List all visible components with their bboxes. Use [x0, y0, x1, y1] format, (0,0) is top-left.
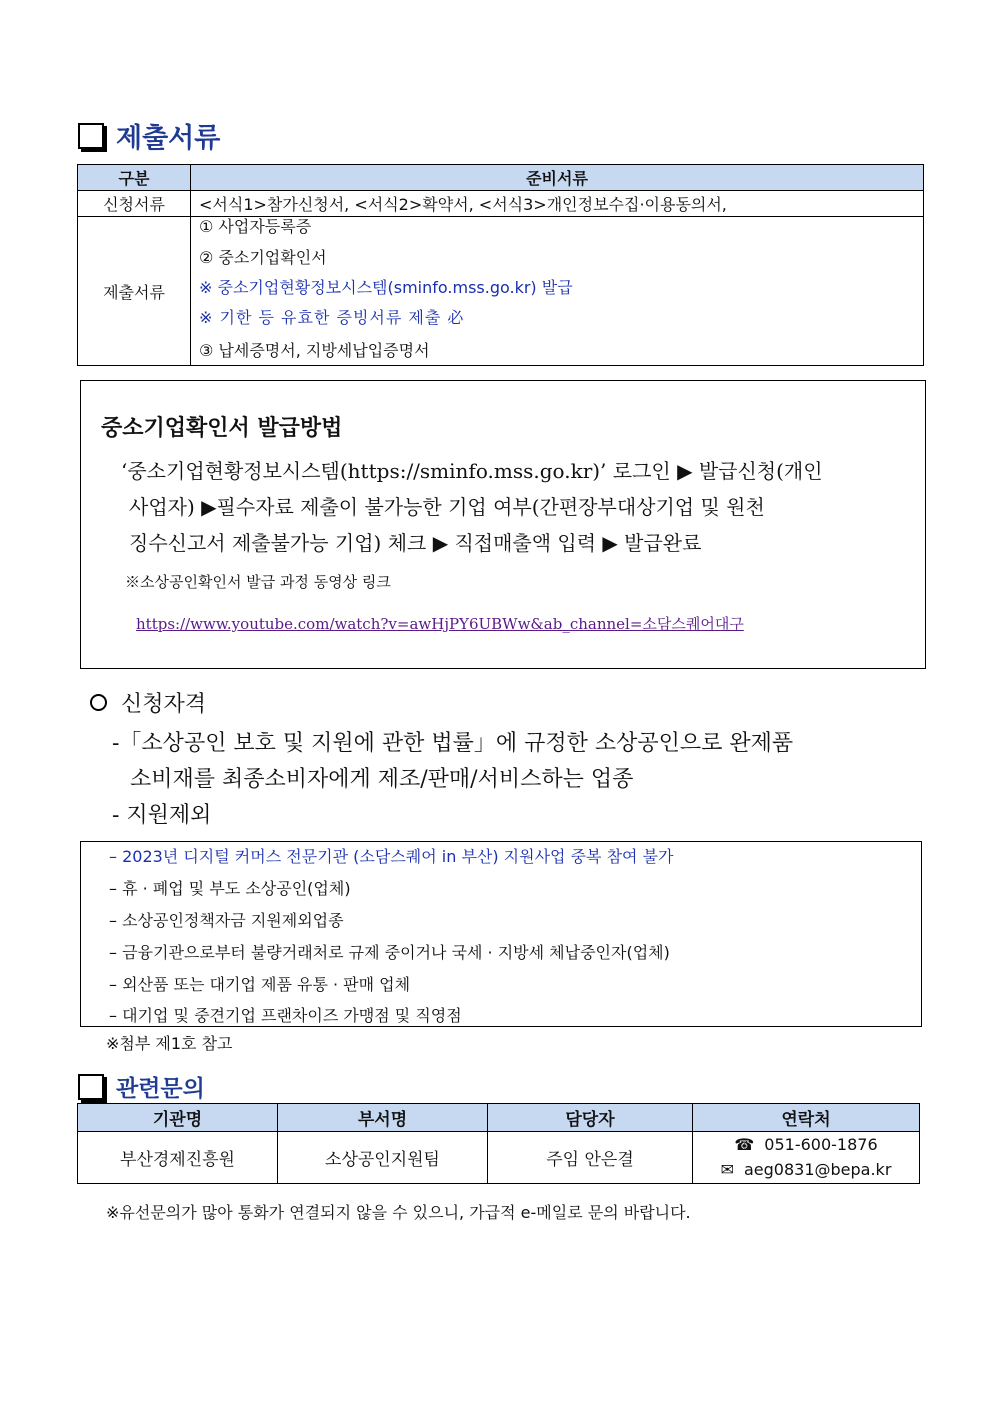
- howto-box: [80, 380, 926, 669]
- howto-line: 징수신고서 제출불가능 기업) 체크 ▶ 직접매출액 입력 ▶ 발급완료: [129, 531, 702, 555]
- exclusion-item: – 2023년 디지털 커머스 전문기관 (소담스퀘어 in 부산) 지원사업 중복 참여 불가: [109, 847, 674, 866]
- header-contact: 연락처: [693, 1104, 920, 1132]
- doc-item: ③ 납세증명서, 지방세납입증명서: [199, 341, 430, 360]
- doc-item: ① 사업자등록증: [199, 217, 312, 236]
- header-org: 기관명: [78, 1104, 278, 1132]
- checkbox-square-icon: [78, 123, 104, 149]
- eligibility-heading: [90, 687, 206, 718]
- exclusion-item: – 휴 · 폐업 및 부도 소상공인(업체): [109, 879, 351, 898]
- circle-bullet-icon: [90, 694, 107, 711]
- phone-line: [693, 1133, 919, 1157]
- exclusion-item: – 외산품 또는 대기업 제품 유통 · 판매 업체: [109, 975, 411, 994]
- email-line: [693, 1157, 919, 1183]
- eligibility-line: -「소상공인 보호 및 지원에 관한 법률」에 규정한 소상공인으로 완제품: [112, 731, 794, 756]
- row-label-application: 신청서류: [78, 191, 191, 217]
- email-address[interactable]: aeg0831@bepa.kr: [743, 1160, 892, 1179]
- eligibility-line: 소비재를 최종소비자에게 제조/판매/서비스하는 업종: [130, 767, 634, 792]
- dept-name: 소상공인지원팀: [278, 1132, 488, 1184]
- eligibility-title: 신청자격: [121, 692, 207, 717]
- phone-number: 051-600-1876: [764, 1135, 878, 1154]
- documents-table: [77, 164, 924, 366]
- section-title-documents: [78, 116, 220, 155]
- exclusions-box: [80, 841, 922, 1027]
- howto-title: 중소기업확인서 발급방법: [101, 415, 343, 441]
- howto-line: 사업자) ▶필수자료 제출이 불가능한 기업 여부(간편장부대상기업 및 원천: [129, 495, 765, 519]
- contact-cell: [693, 1132, 920, 1184]
- attach-note: ※첨부 제1호 참고: [106, 1034, 233, 1053]
- section-title-contact: [78, 1070, 205, 1103]
- row-content-submission: [191, 217, 924, 366]
- org-name: 부산경제진흥원: [78, 1132, 278, 1184]
- doc-note: ※ 기한 등 유효한 증빙서류 제출 必: [199, 308, 465, 327]
- row-label-submission: 제출서류: [78, 217, 191, 366]
- header-category: 구분: [78, 165, 191, 191]
- header-person: 담당자: [488, 1104, 693, 1132]
- doc-item: ② 중소기업확인서: [199, 248, 327, 267]
- exclusion-item: – 대기업 및 중견기업 프랜차이즈 가맹점 및 직영점: [109, 1006, 462, 1025]
- contact-table: [77, 1103, 920, 1184]
- section-title-text: 관련문의: [116, 1076, 205, 1102]
- section-title-text: 제출서류: [116, 123, 221, 154]
- checkbox-square-icon: [78, 1074, 104, 1100]
- howto-note: ※소상공인확인서 발급 과정 동영상 링크: [125, 573, 391, 591]
- mail-icon: ✉: [720, 1160, 734, 1179]
- doc-note: ※ 중소기업현황정보시스템(sminfo.mss.go.kr) 발급: [199, 278, 573, 297]
- exclusion-item: – 금융기관으로부터 불량거래처로 규제 중이거나 국세 · 지방세 체납중인자(업체): [109, 943, 670, 962]
- howto-line: ‘중소기업현황정보시스템(https://sminfo.mss.go.kr)’ 로그인 ▶ 발급신청(개인: [121, 459, 823, 483]
- row-content-application: <서식1>참가신청서, <서식2>확약서, <서식3>개인정보수집·이용동의서,: [191, 191, 924, 217]
- phone-icon: ☎: [734, 1135, 755, 1154]
- header-dept: 부서명: [278, 1104, 488, 1132]
- exclusion-item: – 소상공인정책자금 지원제외업종: [109, 911, 344, 930]
- youtube-link[interactable]: https://www.youtube.com/watch?v=awHjPY6UBWw&ab_channel=소담스퀘어대구: [136, 615, 744, 633]
- person-name: 주임 안은결: [488, 1132, 693, 1184]
- exclusion-heading: - 지원제외: [112, 803, 212, 828]
- header-prepare-docs: 준비서류: [191, 165, 924, 191]
- footer-note: ※유선문의가 많아 통화가 연결되지 않을 수 있으니, 가급적 e-메일로 문의 바랍니다.: [106, 1203, 691, 1222]
